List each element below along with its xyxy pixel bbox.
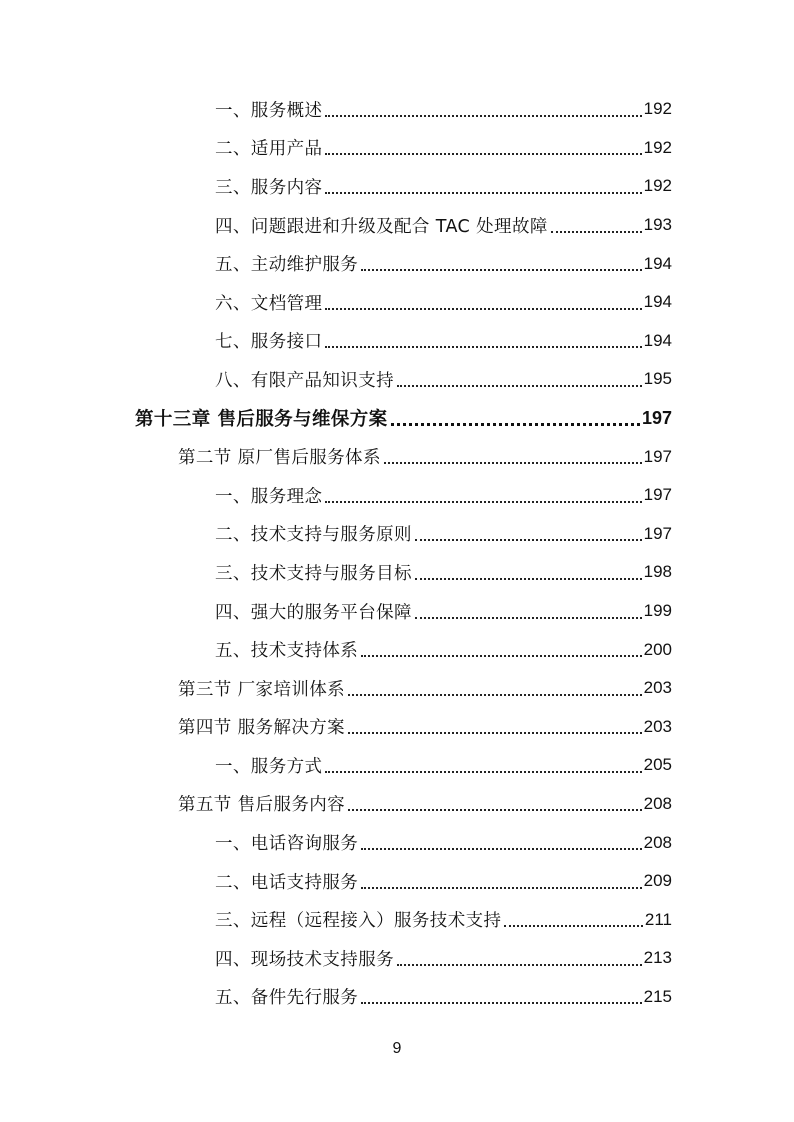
toc-entry-title: 二、技术支持与服务原则 [215, 525, 412, 546]
toc-entry-title: 第十三章 售后服务与维保方案 [135, 409, 388, 431]
page-number: 9 [392, 1040, 402, 1057]
toc-entry-page-number: 192 [643, 176, 672, 196]
toc-subsection-entry[interactable] [0, 283, 794, 322]
toc-entry-title: 三、远程（远程接入）服务技术支持 [215, 911, 502, 932]
toc-entry-page-number: 208 [643, 832, 672, 852]
toc-subsection-entry[interactable] [0, 129, 794, 168]
dot-leader [348, 808, 642, 811]
toc-entry-page-number: 199 [643, 601, 672, 621]
toc-subsection-entry[interactable] [0, 939, 794, 978]
toc-section-entry[interactable] [0, 669, 794, 708]
dot-leader [325, 114, 641, 117]
toc-subsection-entry[interactable] [0, 823, 794, 862]
toc-entry-title: 二、适用产品 [215, 139, 323, 160]
toc-entry-page-number: 197 [643, 485, 672, 505]
dot-leader [348, 693, 642, 696]
toc-entry-page-number: 192 [643, 137, 672, 157]
toc-entry-page-number: 195 [643, 369, 672, 389]
toc-subsection-entry[interactable] [0, 206, 794, 245]
toc-subsection-entry[interactable] [0, 900, 794, 939]
toc-subsection-entry[interactable] [0, 630, 794, 669]
dot-leader [397, 963, 642, 966]
toc-entry-page-number: 215 [643, 986, 672, 1006]
toc-entry-title: 三、服务内容 [215, 177, 323, 198]
toc-entry-title: 第三节 厂家培训体系 [178, 679, 346, 700]
toc-entry-page-number: 194 [643, 292, 672, 312]
toc-entry-title: 五、主动维护服务 [215, 255, 359, 276]
toc-entry-title: 第五节 售后服务内容 [178, 795, 346, 816]
toc-entry-title: 二、电话支持服务 [215, 872, 359, 893]
toc-entry-title: 七、服务接口 [215, 332, 323, 353]
toc-entry-title: 一、服务方式 [215, 756, 323, 777]
toc-subsection-entry[interactable] [0, 244, 794, 283]
dot-leader [361, 1001, 641, 1004]
toc-entry-page-number: 209 [643, 871, 672, 891]
toc-entry-title: 八、有限产品知识支持 [215, 370, 394, 391]
toc-entry-title: 第四节 服务解决方案 [178, 718, 346, 739]
toc-entry-page-number: 211 [644, 909, 672, 929]
dot-leader [325, 152, 641, 155]
toc-entry-page-number: 213 [643, 948, 672, 968]
toc-section-entry[interactable] [0, 708, 794, 747]
dot-leader [325, 307, 641, 310]
toc-entry-page-number: 198 [643, 562, 672, 582]
dot-leader [348, 731, 642, 734]
toc-entry-title: 一、电话咨询服务 [215, 834, 359, 855]
dot-leader [504, 924, 642, 927]
toc-subsection-entry[interactable] [0, 322, 794, 361]
toc-entry-title: 三、技术支持与服务目标 [215, 563, 412, 584]
toc-entry-page-number: 197 [643, 523, 672, 543]
dot-leader [415, 538, 642, 541]
toc-entry-title: 四、强大的服务平台保障 [215, 602, 412, 623]
toc-entry-title: 六、文档管理 [215, 293, 323, 314]
toc-entry-page-number: 197 [643, 446, 672, 466]
dot-leader [361, 886, 641, 889]
toc-subsection-entry[interactable] [0, 515, 794, 554]
toc-entry-page-number: 203 [643, 678, 672, 698]
toc-subsection-entry[interactable] [0, 746, 794, 785]
toc-entry-page-number: 208 [643, 793, 672, 813]
dot-leader [391, 422, 640, 426]
toc-section-entry[interactable] [0, 437, 794, 476]
toc-entry-page-number: 200 [643, 639, 672, 659]
dot-leader [325, 770, 641, 773]
dot-leader [361, 654, 641, 657]
toc-entry-page-number: 193 [643, 215, 672, 235]
toc-section-entry[interactable] [0, 785, 794, 824]
dot-leader [325, 500, 641, 503]
dot-leader [325, 345, 641, 348]
dot-leader [415, 577, 642, 580]
toc-entry-title: 第二节 原厂售后服务体系 [178, 448, 381, 469]
toc-entry-page-number: 197 [641, 407, 672, 428]
toc-chapter-entry[interactable] [0, 399, 794, 438]
dot-leader [361, 268, 641, 271]
toc-subsection-entry[interactable] [0, 476, 794, 515]
dot-leader [397, 384, 642, 387]
toc-entry-title: 五、技术支持体系 [215, 641, 359, 662]
toc-entry-title: 四、问题跟进和升级及配合 TAC 处理故障 [215, 216, 548, 237]
toc-entry-page-number: 194 [643, 253, 672, 273]
toc-subsection-entry[interactable] [0, 862, 794, 901]
toc-entry-title: 一、服务概述 [215, 100, 323, 121]
toc-subsection-entry[interactable] [0, 978, 794, 1017]
toc-entry-page-number: 203 [643, 716, 672, 736]
toc-entry-page-number: 194 [643, 330, 672, 350]
dot-leader [551, 230, 642, 233]
toc-subsection-entry[interactable] [0, 360, 794, 399]
table-of-contents [0, 90, 794, 1016]
toc-subsection-entry[interactable] [0, 90, 794, 129]
toc-entry-title: 一、服务理念 [215, 486, 323, 507]
dot-leader [415, 616, 642, 619]
toc-subsection-entry[interactable] [0, 167, 794, 206]
dot-leader [361, 847, 641, 850]
toc-subsection-entry[interactable] [0, 592, 794, 631]
dot-leader [384, 461, 642, 464]
toc-entry-title: 五、备件先行服务 [215, 988, 359, 1009]
toc-subsection-entry[interactable] [0, 553, 794, 592]
toc-entry-page-number: 205 [643, 755, 672, 775]
toc-entry-title: 四、现场技术支持服务 [215, 949, 394, 970]
toc-entry-page-number: 192 [643, 99, 672, 119]
dot-leader [325, 191, 641, 194]
